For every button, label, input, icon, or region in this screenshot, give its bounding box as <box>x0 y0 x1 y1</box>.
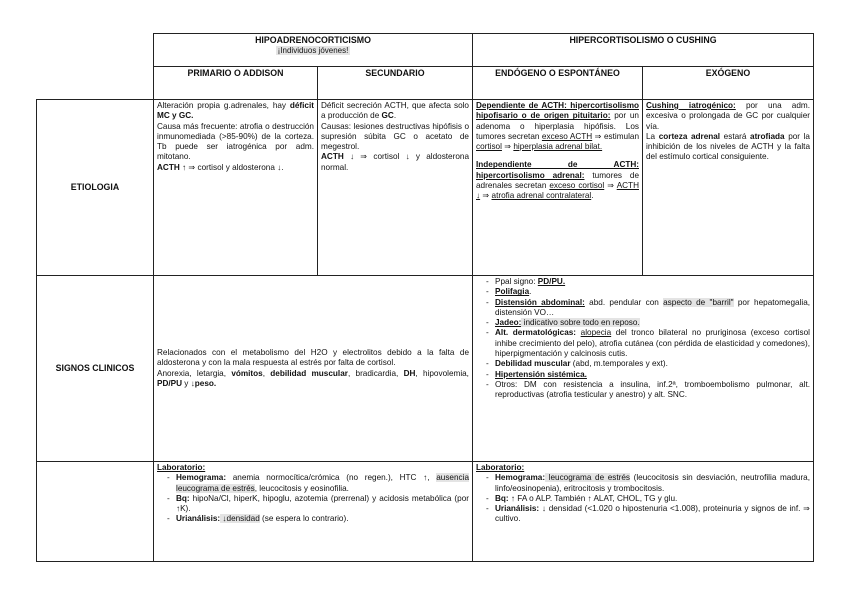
list-item: - Otros: DM con resistencia a insulina, inf.2ª, tromboembolismo pulmonar, alt. reproductivas (atrofia testicular y anestro) y alt. SNC. <box>486 380 810 401</box>
list-item: - Polifagia. <box>486 287 810 297</box>
list-item: - Bq: ↑ FA o ALP. También ↑ ALAT, CHOL, TG y glu. <box>486 494 810 504</box>
laboratorio-hiper-list <box>476 473 810 524</box>
etiologia-secundario: Déficit secreción ACTH, que afecta solo a producción de GC. Causas: lesiones destructivas hipófisis o supresión súbita GC o acetato de megestrol. ACTH ↓ ⇒ cortisol ↓ y aldosterona normal. <box>318 100 473 276</box>
exogeno-header: EXÓGENO <box>643 67 814 100</box>
list-item: - Hemograma: anemia normocítica/crómica (no regen.), HTC ↑, ausencia leucograma de estrés, leucocitosis y eosinofilia. <box>167 473 469 494</box>
laboratorio-row <box>37 462 814 562</box>
signos-row <box>37 276 814 462</box>
secundario-header: SECUNDARIO <box>318 67 473 100</box>
etiologia-endogeno: Dependiente de ACTH: hipercortisolismo hipofisario o de origen pituitario: por un adenoma o hiperplasia hipófisis. Los tumores secretan exceso ACTH ⇒ estimulan cortisol ⇒ hiperplasia adrenal bilat. Independiente de ACTH: hipercortisolismo adrenal: tumores de adrenales secretan exceso cortisol ⇒ ACTH ↓ ⇒ atrofia adrenal contralateral. <box>473 100 643 276</box>
hipo-title: HIPOADRENOCORTICISMO <box>255 35 371 45</box>
etiologia-label: ETIOLOGIA <box>37 100 154 276</box>
laboratorio-hipo <box>154 462 473 562</box>
laboratorio-hipo-title: Laboratorio: <box>157 463 206 472</box>
empty-corner <box>37 34 154 67</box>
laboratorio-hipo-list <box>157 473 469 524</box>
comparison-table <box>36 33 814 562</box>
list-item: - Bq: hipoNa/Cl, hiperK, hipoglu, azotemia (prerrenal) y acidosis metabólica (por ↑K). <box>167 494 469 515</box>
laboratorio-label-empty <box>37 462 154 562</box>
list-item: - Jadeo: indicativo sobre todo en reposo. <box>486 318 810 328</box>
list-item: - Hemograma: leucograma de estrés (leucocitosis sin desviación, neutrofilia madura, linfo/eosinopenia), eritrocitosis y trombocitosis. <box>486 473 810 494</box>
list-item: - Alt. dermatológicas: alopecia del tronco bilateral no pruriginosa (exceso cortisol inhibe crecimiento del pelo), atrofia cutánea (con pérdida de elasticidad y comedones), hiperpigmentación y calcinosis cutis. <box>486 328 810 359</box>
list-item: - Urianálisis: ↓densidad (se espera lo contrario). <box>167 514 469 524</box>
primario-header: PRIMARIO O ADDISON <box>154 67 318 100</box>
header-row-sub <box>37 67 814 100</box>
list-item: - Hipertensión sistémica. <box>486 370 810 380</box>
list-item: - Distensión abdominal: abd. pendular con aspecto de "barril" por hepatomegalia, distensión VO… <box>486 298 810 319</box>
signos-hiper <box>473 276 814 462</box>
endogeno-header: ENDÓGENO O ESPONTÁNEO <box>473 67 643 100</box>
list-item: - Urianálisis: ↓ densidad (<1.020 o hipostenuria <1.008), proteinuria y signos de inf. ⇒ cultivo. <box>486 504 810 525</box>
empty-corner-2 <box>37 67 154 100</box>
signos-label: SIGNOS CLINICOS <box>37 276 154 462</box>
header-row-main <box>37 34 814 67</box>
signos-hiper-list <box>476 277 810 401</box>
etiologia-row <box>37 100 814 276</box>
hipo-subtitle: ¡Individuos jóvenes! <box>277 46 349 56</box>
laboratorio-hiper-title: Laboratorio: <box>476 463 525 472</box>
etiologia-primario: Alteración propia g.adrenales, hay déficit MC y GC. Causa más frecuente: atrofia o destrucción inmunomediada (>85-90%) de la corteza. Tb puede ser iatrogénica por adm. mitotano. ACTH ↑ ⇒ cortisol y aldosterona ↓. <box>154 100 318 276</box>
hipo-header <box>154 34 473 67</box>
list-item: - Ppal signo: PD/PU. <box>486 277 810 287</box>
laboratorio-hiper <box>473 462 814 562</box>
list-item: - Debilidad muscular (abd, m.temporales y ext). <box>486 359 810 369</box>
signos-hipo: Relacionados con el metabolismo del H2O y electrolitos debido a la falta de aldosterona y con la mala respuesta al estrés por falta de cortisol. Anorexia, letargia, vómitos, debilidad muscular, bradicardia, DH, hipovolemia, PD/PU y ↓peso. <box>154 276 473 462</box>
hiper-title: HIPERCORTISOLISMO O CUSHING <box>569 35 717 45</box>
hiper-header <box>473 34 814 67</box>
etiologia-exogeno: Cushing iatrogénico: por una adm. excesiva o prolongada de GC por cualquier vía. La corteza adrenal estará atrofiada por la inhibición de los niveles de ACTH y la falta del estímulo cortical consiguiente. <box>643 100 814 276</box>
